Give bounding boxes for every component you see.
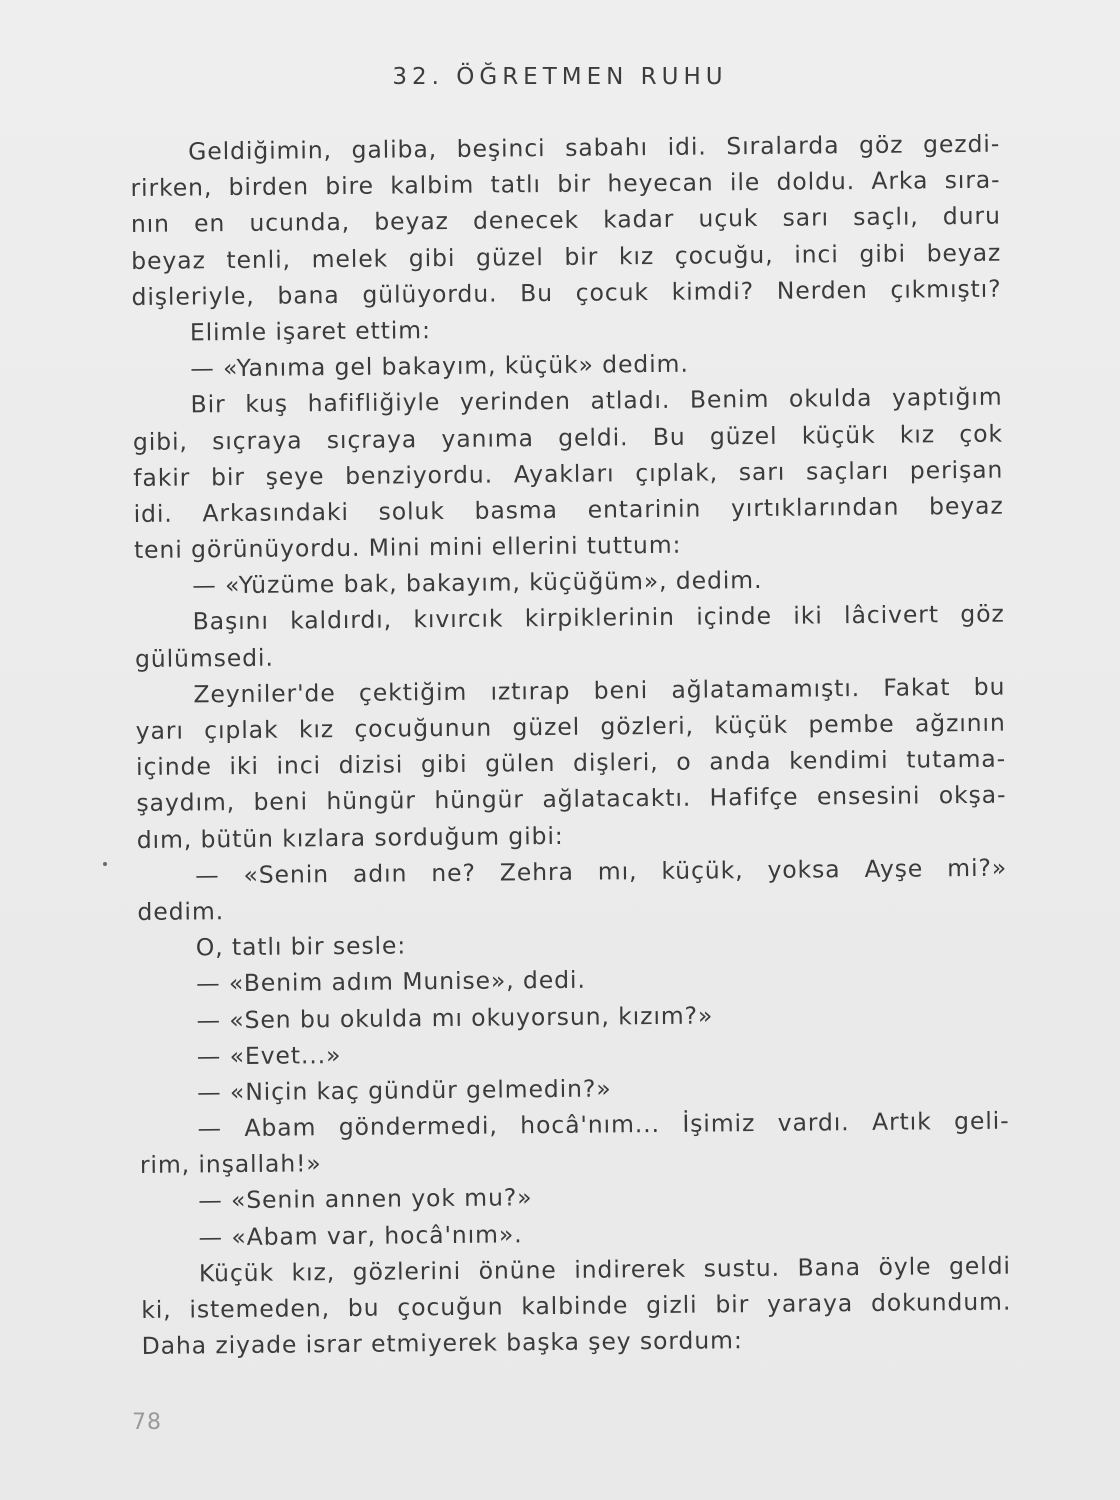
text-line: Başını kaldırdı, kıvırcık kirpiklerinin içinde iki lâcivert göz <box>192 600 1005 636</box>
text-line: Elimle işaret ettim: <box>189 316 431 347</box>
text-line: gülümsedi. <box>134 643 274 673</box>
text-line: — «Yüzüme bak, bakayım, küçüğüm», dedim. <box>192 566 763 600</box>
text-line: — «Benim adım Munise», dedi. <box>196 965 586 998</box>
text-line: — «Abam var, hocâ'nım». <box>198 1219 523 1252</box>
text-line: — «Evet...» <box>196 1040 342 1071</box>
text-line: Geldiğimin, galiba, beşinci sabahı idi. Sıralarda göz gezdi- <box>188 129 1001 166</box>
text-line: — «Sen bu okulda mı okuyorsun, kızım?» <box>196 1000 714 1034</box>
text-line: yarı çıplak kız çocuğunun güzel gözleri, küçük pembe ağzının <box>135 708 1006 745</box>
text-line: Zeyniler'de çektiğim ıztırap beni ağlatamamıştı. Fakat bu <box>193 672 1006 709</box>
text-line: içinde iki inci dizisi gibi gülen dişleri, o anda kendimi tutama- <box>135 744 1007 782</box>
text-line: şaydım, beni hüngür hüngür ağlatacaktı. Hafifçe ensesini okşa- <box>136 780 1007 818</box>
text-line: — «Senin annen yok mu?» <box>198 1183 533 1215</box>
text-line: O, tatlı bir sesle: <box>195 931 407 962</box>
print-speck <box>103 862 107 866</box>
text-line: dım, bütün kızlara sorduğum gibi: <box>136 821 564 854</box>
text-line: dedim. <box>137 897 225 926</box>
text-line: idi. Arkasındaki soluk basma entarinin yırtıklarından beyaz <box>133 491 1004 528</box>
text-line: — «Niçin kaç gündür gelmedin?» <box>197 1074 612 1107</box>
text-line: — Abam göndermedi, hocâ'nım... İşimiz vardı. Artık geli- <box>197 1106 1010 1143</box>
text-line: teni görünüyordu. Mini mini ellerini tuttum: <box>133 530 682 565</box>
text-line: — «Yanıma gel bakayım, küçük» dedim. <box>190 349 689 383</box>
text-line: beyaz tenli, melek gibi güzel bir kız çocuğu, inci gibi beyaz <box>131 238 1002 275</box>
text-line: Daha ziyade israr etmiyerek başka şey sordum: <box>141 1326 743 1361</box>
text-line: dişleriyle, bana gülüyordu. Bu çocuk kimdi? Nerden çıkmıştı? <box>131 274 1002 311</box>
text-line: gibi, sıçraya sıçraya yanıma geldi. Bu güzel küçük kız çok <box>132 419 1004 456</box>
text-line: fakir bir şeye benziyordu. Ayakları çıplak, sarı saçları perişan <box>133 455 1004 492</box>
running-title: 32. ÖĞRETMEN RUHU <box>392 64 728 90</box>
text-line: — «Senin adın ne? Zehra mı, küçük, yoksa Ayşe mi?» <box>194 853 1008 890</box>
text-line: rirken, birden bire kalbim tatlı bir heyecan ile doldu. Arka sıra- <box>130 165 1001 203</box>
text-line: ki, istemeden, bu çocuğun kalbinde gizli bir yaraya dokundum. <box>141 1287 1012 1324</box>
text-line: Küçük kız, gözlerini önüne indirerek sustu. Bana öyle geldi <box>198 1251 1012 1288</box>
body-text <box>130 126 1012 1365</box>
text-line: nın en ucunda, beyaz denecek kadar uçuk sarı saçlı, duru <box>130 202 1001 239</box>
text-line: Bir kuş hafifliğiyle yerinden atladı. Benim okulda yaptığım <box>190 382 1003 419</box>
page-number: 78 <box>132 1410 162 1435</box>
text-line: rim, inşallah!» <box>139 1149 322 1180</box>
